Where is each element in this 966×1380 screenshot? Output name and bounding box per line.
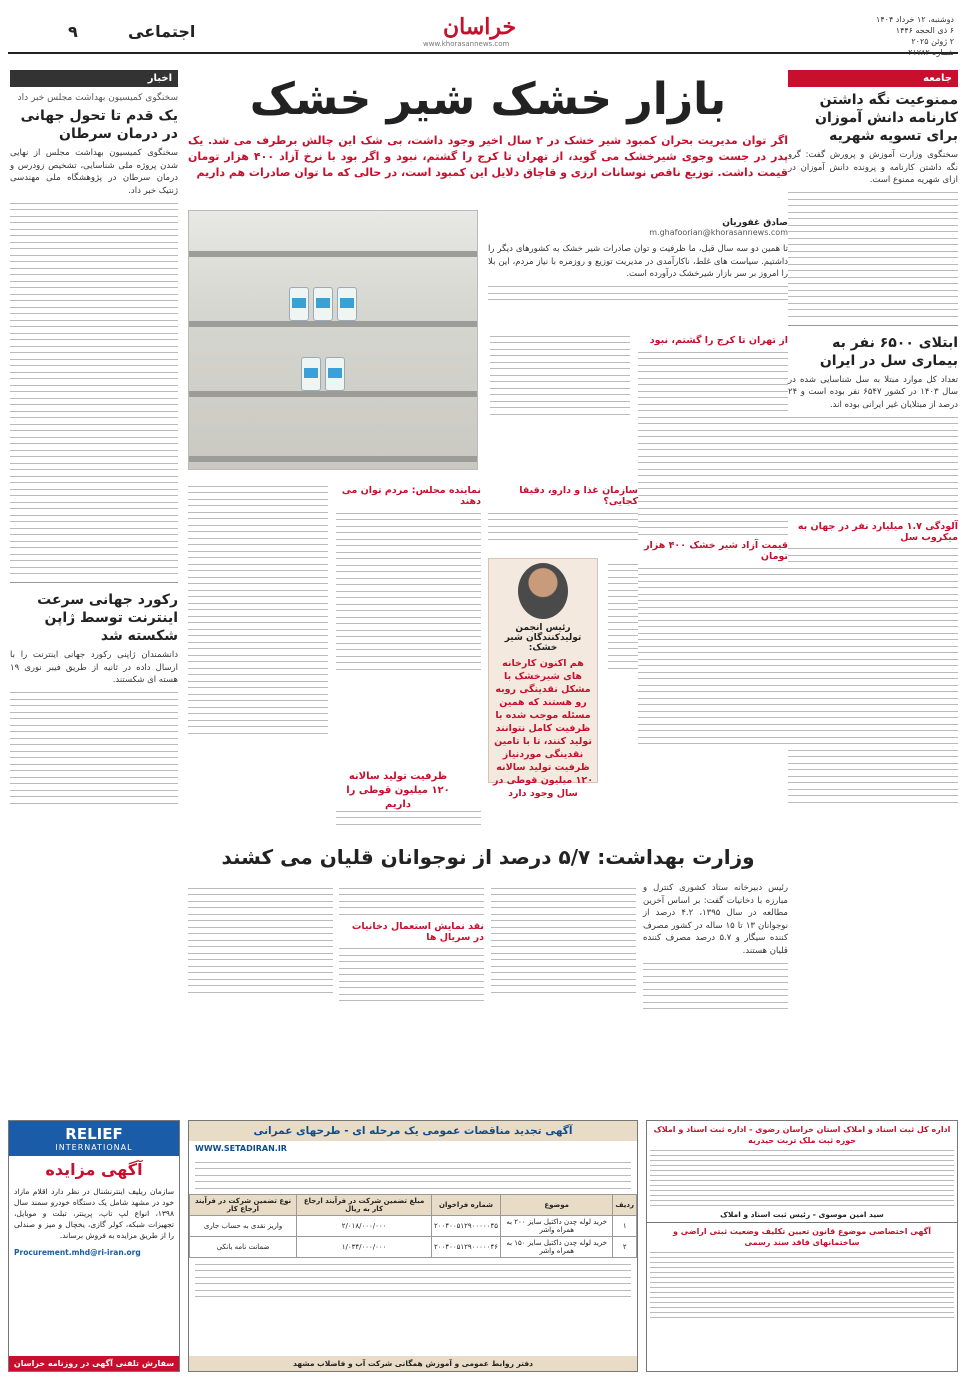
interviewee-photo	[518, 563, 568, 619]
story-text: سخنگوی وزارت آموزش و پرورش گفت: گرو نگه داشتن کارنامه و پرونده دانش آموزان در ازای شهریه ممنوع است.	[788, 150, 958, 185]
author-name: صادق غفوریان	[722, 218, 788, 228]
registry-ad-1	[647, 1121, 957, 1223]
relief-name: RELIEF	[65, 1125, 123, 1143]
tender-site[interactable]: WWW.SETADIRAN.IR	[195, 1144, 287, 1153]
page-header	[8, 8, 958, 57]
relief-sub: INTERNATIONAL	[55, 1143, 133, 1152]
logo-url: www.khorasannews.com	[423, 40, 510, 48]
registry-ad-2	[647, 1223, 957, 1325]
story-title[interactable]: رکورد جهانی سرعت اینترنت توسط ژاپن شکسته شد	[37, 592, 178, 644]
section-name: اجتماعی	[128, 22, 196, 41]
text-lines	[188, 888, 333, 993]
phone-order-banner[interactable]: سفارش تلفنی آگهی در روزنامه خراسان	[9, 1356, 179, 1371]
text-lines	[650, 1252, 954, 1318]
table-header: شماره فراخوان	[432, 1195, 501, 1216]
author-email[interactable]: m.ghafoorian@khorasannews.com	[649, 228, 788, 237]
text-lines	[10, 203, 178, 575]
text-lines	[638, 568, 788, 745]
tender-footer: دفتر روابط عمومی و آموزش همگانی شرکت آب و فاضلاب مشهد	[189, 1356, 637, 1371]
text-lines	[643, 963, 788, 1010]
text-lines	[339, 948, 484, 1001]
body-column	[336, 480, 481, 675]
pull-quote: ظرفیت تولید سالانه ۱۲۰ میلیون قوطی را داریم	[346, 771, 450, 810]
text-lines	[608, 564, 638, 669]
text-lines	[336, 513, 481, 670]
body-column	[638, 330, 788, 750]
story-subheading: قیمت آزاد شیر خشک ۴۰۰ هزار تومان	[644, 540, 788, 562]
story-text: تعداد کل موارد مبتلا به سل شناسایی شده در سال ۱۴۰۳ در کشور ۶۵۴۷ نفر بوده است و ۲۴ درصد از مبتلایان غیر ایرانی بوده اند.	[788, 374, 959, 410]
issue-number: شماره ۲۱۷۸۲	[908, 48, 954, 57]
story-subheading: سازمان غذا و دارو، دقیقا کجایی؟	[519, 485, 638, 507]
main-intro-block	[488, 210, 788, 306]
table-header: نوع تضمین شرکت در فرآیند ارجاع کار	[190, 1195, 297, 1216]
page-number: ۹	[68, 22, 78, 41]
text-lines	[788, 417, 958, 516]
text-lines	[650, 1150, 954, 1206]
main-lead: اگر توان مدیریت بحران کمبود شیر خشک در ۲ سال اخیر وجود داشت، بی شک این چالش برطرف می شد. یک پدر در جست وجوی شیرخشک می گوید، از تهران تا کرج را گشتم، نبود و اگر بود با نرخ آزاد ۴۰۰ هزار تومان قیمت داشت. توزیع ناقص نوسانات ارزی و قاچاق دلایل این کمبود است، در حالی که ما توان صادرات هم داریم	[188, 134, 789, 179]
body-column	[490, 330, 630, 420]
text-lines	[491, 888, 636, 993]
story-kicker: سخنگوی کمیسیون بهداشت مجلس خبر داد	[17, 93, 178, 103]
empty-shelf-photo	[188, 210, 478, 470]
story-subheading: از تهران تا کرج را گشتم، نبود	[649, 335, 788, 346]
text-lines	[339, 888, 484, 915]
story-subheading: نقد نمایش استعمال دخانیات در سریال ها	[351, 920, 484, 943]
tender-table	[189, 1194, 637, 1258]
body-column	[491, 882, 636, 998]
right-column	[788, 70, 958, 1115]
left-column	[10, 70, 178, 1115]
newspaper-logo[interactable]: خراسان	[443, 14, 517, 40]
date-fa: دوشنبه، ۱۲ خرداد ۱۴۰۴	[876, 15, 954, 24]
auction-text: سازمان ریلیف اینترنشنال در نظر دارد اقلام مازاد خود در مشهد شامل یک دستگاه خودرو سمند سال ۱۳۹۸، انواع لپ تاپ، پرینتر، تبلت و موبایل، تجهیزات شبکه، کولر گازی، یخچال و میز و صندلی را از طریق مزایده به فروش برساند.	[14, 1187, 174, 1240]
auction-title: آگهی مزایده	[45, 1160, 143, 1179]
relief-ad[interactable]	[8, 1120, 180, 1372]
text-lines	[189, 1264, 637, 1298]
auction-email[interactable]: Procurement.mhd@ri-iran.org	[14, 1248, 141, 1257]
body-column	[339, 882, 484, 1007]
body-column	[608, 558, 638, 674]
tender-ad[interactable]	[188, 1120, 638, 1372]
table-header: مبلغ تضمین شرکت در فرآیند ارجاع کار به ریال	[297, 1195, 432, 1216]
story-text: سخنگوی کمیسیون بهداشت مجلس از نهایی شدن پروژه ملی شناسایی، تشخیص زودرس و درمان سرطان در پژوهشگاه ملی مهندسی ژنتیک خبر داد.	[10, 148, 178, 196]
quote-speaker: رئیس انجمن تولیدکنندگان شیر خشک:	[504, 623, 582, 653]
body-column	[488, 480, 638, 545]
health-headline[interactable]: وزارت بهداشت: ۵/۷ درصد از نوجوانان قلیان می کشند	[221, 845, 755, 869]
text-lines	[490, 336, 630, 415]
story-text: رئیس دبیرخانه ستاد کشوری کنترل و مبارزه با دخانیات گفت: بر اساس آخرین مطالعه در سال ۱۳۹۵، ۴.۲ درصد از نوجوانان ۱۳ تا ۱۵ ساله در کشور مصرف کننده سیگار و ۵.۷ درصد مصرف کننده قلیان هستند.	[643, 883, 789, 956]
text-lines	[788, 548, 958, 803]
section-label: جامعه	[788, 70, 958, 87]
story-title[interactable]: ممنوعیت نگه داشتن کارنامه دانش آموزان برای تسویه شهریه	[815, 92, 958, 144]
date-hijri: ۶ ذی الحجه ۱۴۴۶	[895, 26, 954, 35]
story-title[interactable]: ابتلای ۶۵۰۰ نفر به بیماری سل در ایران	[819, 334, 958, 369]
body-column	[188, 882, 333, 998]
quote-text: هم اکنون کارخانه های شیرخشک با مشکل نقدینگی روبه رو هستند که همین مسئله موجب شده با ظرفیت کامل نتوانند تولید کنند، تا با تامین نقدینگی موردنیاز ظرفیت تولید سالانه ۱۲۰ میلیون قوطی در سال وجود دارد	[493, 658, 593, 799]
table-row: ۱ خرید لوله چدن داکتیل سایز ۲۰۰ به همراه واشر ۲۰۰۴۰۰۵۱۲۹۰۰۰۰۰۴۵ ۲/۰۱۸/۰۰۰/۰۰۰ واریز نقدی به حساب جاری	[190, 1216, 637, 1237]
date-block	[876, 14, 954, 58]
table-row: ۲ خرید لوله چدن داکتیل سایز ۱۵۰ به همراه واشر ۲۰۰۴۰۰۵۱۲۹۰۰۰۰۰۴۶ ۱/۰۳۴/۰۰۰/۰۰۰ ضمانت نامه بانکی	[190, 1237, 637, 1258]
main-story	[188, 70, 788, 1115]
body-column	[336, 805, 481, 830]
body-column	[643, 882, 788, 1015]
story-subheading: نماینده مجلس: مردم توان می دهند	[341, 485, 481, 507]
story-text: دانشمندان ژاپنی رکورد جهانی اینترنت را با ارسال داده در ثانیه از طریق فیبر نوری ۱۹ هسته ای شکستند.	[10, 650, 178, 685]
registry-signature: سید امین موسوی - رئیس ثبت اسناد و املاک	[720, 1210, 884, 1219]
main-headline[interactable]: بازار خشک شیر خشک	[249, 74, 727, 125]
story-title[interactable]: یک قدم تا تحول جهانی در درمان سرطان	[20, 108, 178, 142]
body-column	[188, 480, 328, 739]
section-label: اخبار	[10, 70, 178, 87]
text-lines	[488, 513, 638, 540]
text-lines	[10, 692, 178, 804]
table-header: موضوع	[500, 1195, 612, 1216]
story-intro: تا همین دو سه سال قبل، ما ظرفیت و توان صادرات شیر خشک به کشورهای دیگر را داشتیم. سیاست های غلط، ناکارآمدی در مدیریت توزیع و روزمره با نیاز مردم، این بلا را امروز بر سر بازار شیرخشک درآورده است.	[488, 244, 788, 279]
relief-logo	[9, 1121, 179, 1156]
interview-quote-box	[488, 558, 598, 799]
story-subheading: آلودگی ۱.۷ میلیارد نفر در جهان به میکروب سل	[797, 520, 958, 543]
text-lines	[336, 811, 481, 825]
text-lines	[189, 1162, 637, 1189]
text-lines	[488, 286, 788, 300]
tender-title: آگهی تجدید مناقصات عمومی یک مرحله ای - طرحهای عمرانی	[189, 1121, 637, 1141]
text-lines	[788, 192, 958, 317]
text-lines	[638, 352, 788, 535]
table-header: ردیف	[613, 1195, 637, 1216]
date-en: ۲ ژوئن ۲۰۲۵	[911, 37, 954, 46]
registry-title: اداره کل ثبت اسناد و املاک استان خراسان رضوی - اداره ثبت اسناد و املاک حوزه ثبت ملک تربت حیدریه	[653, 1125, 951, 1145]
text-lines	[188, 486, 328, 734]
registry-ads[interactable]	[646, 1120, 958, 1372]
ads-section	[8, 1120, 958, 1372]
registry-title: آگهی اختصاصی موضوع قانون تعیین تکلیف وضعیت ثبتی اراضی و ساختمانهای فاقد سند رسمی	[672, 1227, 932, 1247]
